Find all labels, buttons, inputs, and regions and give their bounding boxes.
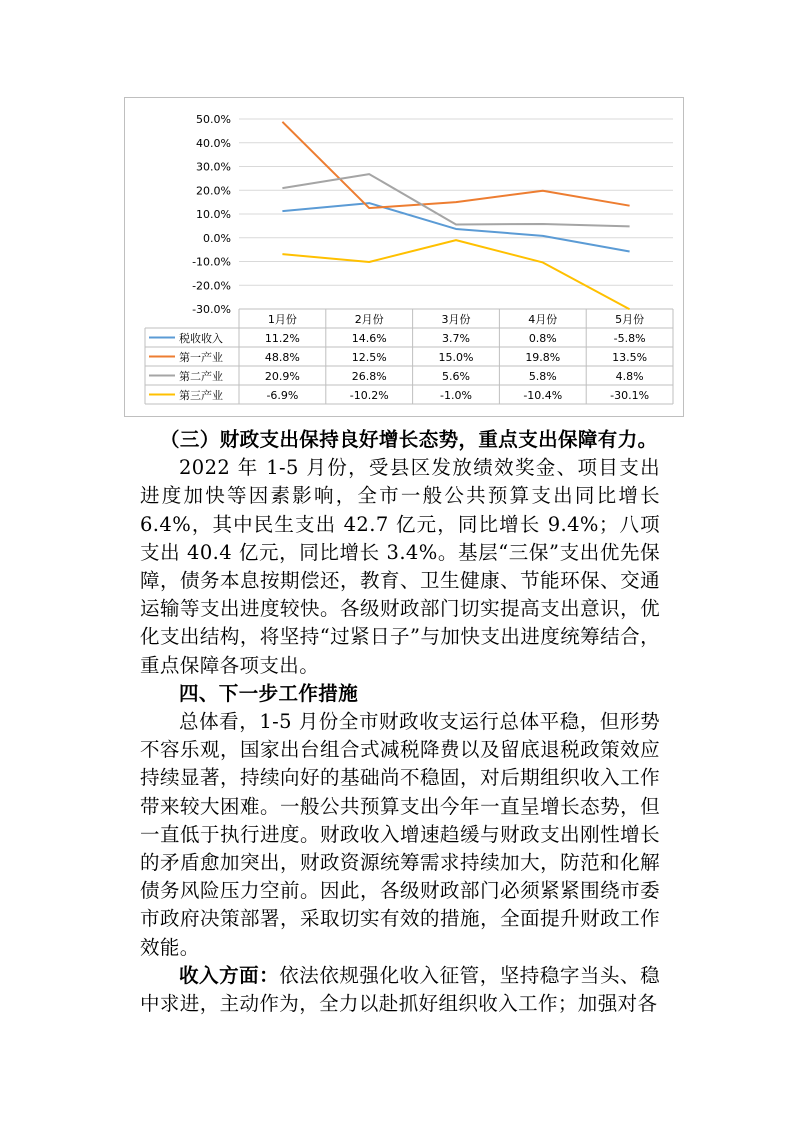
series-line	[282, 122, 629, 208]
data-label: 11.2%	[264, 332, 300, 345]
y-tick-label: 0.0%	[203, 231, 231, 245]
data-label: 13.5%	[612, 351, 648, 364]
series-line	[282, 203, 629, 251]
data-label: 20.9%	[264, 370, 300, 383]
chart-frame	[124, 97, 684, 417]
article-body	[140, 426, 660, 1018]
data-label: 5.6%	[442, 370, 470, 383]
data-label: 12.5%	[351, 351, 387, 364]
income-text: 依法依规强化收入征管，坚持稳字当头、稳中求进，主动作为，全力以赴抓好组织收入工作；加强对各	[140, 963, 660, 1016]
series-line	[282, 240, 629, 309]
y-tick-label: -30.0%	[192, 303, 231, 316]
x-category-label: 3月份	[441, 313, 471, 326]
y-tick-label: -10.0%	[192, 255, 231, 269]
line-chart	[125, 98, 685, 418]
y-tick-label: -20.0%	[192, 279, 231, 293]
legend-series-name: 税收收入	[179, 332, 223, 345]
data-label: -30.1%	[610, 389, 650, 402]
x-category-label: 5月份	[615, 313, 645, 326]
y-tick-label: 40.0%	[196, 136, 231, 150]
data-label: 26.8%	[351, 370, 387, 383]
data-label: -10.4%	[523, 389, 563, 402]
x-category-label: 4月份	[528, 313, 558, 326]
income-lead: 收入方面：	[179, 963, 280, 987]
data-label: 15.0%	[438, 351, 474, 364]
data-label: 5.8%	[528, 370, 557, 383]
y-tick-label: 20.0%	[196, 184, 231, 198]
data-label: 48.8%	[264, 351, 300, 364]
y-tick-label: 50.0%	[196, 113, 231, 126]
section3-heading: （三）财政支出保持良好增长态势，重点支出保障有力。	[160, 428, 658, 451]
x-category-label: 1月份	[267, 313, 297, 326]
series-line	[282, 174, 629, 226]
data-label: -10.2%	[349, 389, 389, 402]
data-label: 4.8%	[615, 370, 644, 383]
data-label: -1.0%	[440, 389, 472, 402]
data-label: 3.7%	[442, 332, 470, 345]
data-label: 19.8%	[525, 351, 561, 364]
y-tick-label: 10.0%	[196, 208, 231, 221]
x-category-label: 2月份	[354, 313, 384, 326]
data-label: -6.9%	[266, 389, 299, 402]
legend-series-name: 第一产业	[179, 351, 223, 364]
data-label: -5.8%	[613, 332, 646, 345]
data-label: 0.8%	[528, 332, 557, 345]
legend-series-name: 第二产业	[179, 370, 223, 383]
data-label: 14.6%	[351, 332, 387, 345]
y-tick-label: 30.0%	[196, 160, 231, 174]
legend-series-name: 第三产业	[179, 389, 223, 402]
section4-heading: 四、下一步工作措施	[179, 681, 359, 705]
section3-paragraph: 2022 年 1-5 月份，受县区发放绩效奖金、项目支出进度加快等因素影响，全市一般公共预算支出同比增长 6.4%，其中民生支出 42.7 亿元，同比增长 9.4%；八项支出 40.4 亿元，同比增长 3.4%。基层“三保”支出优先保障，债务本息按期偿还，教育、卫生健康、节能环保、交通运输等支出进度较快。各级财政部门切实提高支出意识，优化支出结构，将坚持“过紧日子”与加快支出进度统筹结合，重点保障各项支出。	[140, 456, 660, 677]
section4-paragraph: 总体看，1-5 月份全市财政收支运行总体平稳，但形势不容乐观，国家出台组合式减税降费以及留底退税政策效应持续显著，持续向好的基础尚不稳固，对后期组织收入工作带来较大困难。一般公共预算支出今年一直呈增长态势，但一直低于执行进度。财政收入增速趋缓与财政支出刚性增长的矛盾愈加突出，财政资源统筹需求持续加大，防范和化解债务风险压力空前。因此，各级财政部门必须紧紧围绕市委市政府决策部署，采取切实有效的措施，全面提升财政工作效能。	[140, 710, 660, 959]
income-paragraph	[140, 962, 660, 1018]
